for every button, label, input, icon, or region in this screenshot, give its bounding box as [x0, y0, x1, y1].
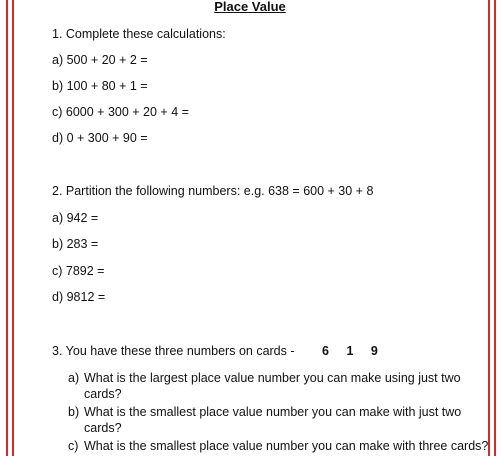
question-1d: d) 0 + 300 + 90 = — [52, 131, 148, 145]
question-3-heading: 3. You have these three numbers on cards - — [52, 344, 295, 358]
question-2a: a) 942 = — [52, 211, 99, 225]
question-3b — [68, 404, 468, 438]
number-card: 1 — [346, 344, 354, 358]
question-3c — [68, 438, 488, 456]
right-red-border — [488, 0, 496, 456]
question-3b-text: What is the smallest place value number you can make with just two cards? — [84, 405, 462, 435]
question-2-heading: 2. Partition the following numbers: e.g. 638 = 600 + 30 + 8 — [52, 184, 374, 198]
question-3a-text: What is the largest place value number you can make using just two cards? — [84, 371, 461, 401]
question-3a-label: a) — [68, 371, 80, 385]
question-3b-label: b) — [68, 405, 80, 419]
question-3a — [68, 370, 468, 404]
question-3-heading-row — [52, 343, 378, 359]
number-card: 6 — [322, 344, 329, 358]
question-3c-text: What is the smallest place value number you can make with three cards? — [84, 439, 489, 453]
question-1b: b) 100 + 80 + 1 = — [52, 79, 148, 93]
question-3c-label: c) — [68, 439, 79, 453]
question-1c: c) 6000 + 300 + 20 + 4 = — [52, 105, 189, 119]
left-red-border — [6, 0, 14, 456]
page-title: Place Value — [214, 0, 286, 14]
number-cards — [308, 344, 378, 358]
question-1a: a) 500 + 20 + 2 = — [52, 53, 148, 67]
question-2c: c) 7892 = — [52, 264, 105, 278]
question-2d: d) 9812 = — [52, 290, 106, 304]
number-card: 9 — [370, 344, 378, 358]
question-1-heading: 1. Complete these calculations: — [52, 27, 226, 41]
question-2b: b) 283 = — [52, 237, 99, 251]
